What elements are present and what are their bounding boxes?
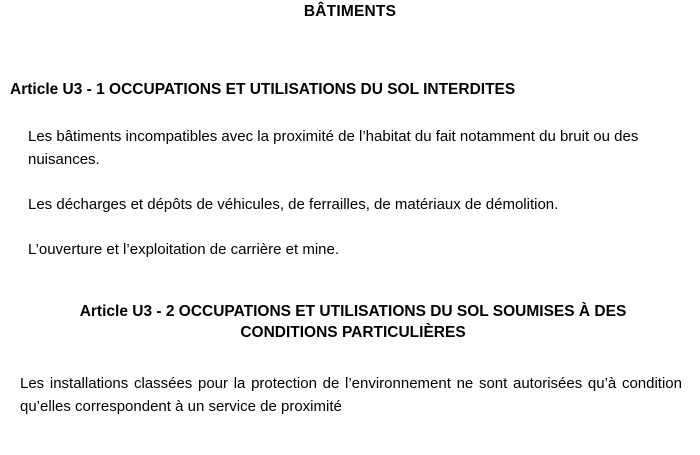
article-heading-u3-2-line2: CONDITIONS PARTICULIÈRES [240,324,466,341]
page-title: BÂTIMENTS [303,3,397,20]
article-heading-u3-2 [10,261,690,343]
article-heading-u3-1: Article U3 - 1 OCCUPATIONS ET UTILISATIONS DU SOL INTERDITES [10,81,516,98]
paragraph-u3-1-3: L’ouverture et l’exploitation de carrière et mine. [28,241,340,258]
paragraph-u3-2-1: Les installations classées pour la protection de l’environnement ne sont autorisées qu’à condition qu’elles correspondent à un service de proximité [20,375,682,415]
paragraph-u3-1-1: Les bâtiments incompatibles avec la proximité de l’habitat du fait notamment du bruit ou des nuisances. [28,128,639,168]
article-heading-u3-2-line1: Article U3 - 2 OCCUPATIONS ET UTILISATIONS DU SOL SOUMISES À DES [79,303,627,320]
paragraph-u3-1-2: Les décharges et dépôts de véhicules, de ferrailles, de matériaux de démolition. [28,196,559,213]
